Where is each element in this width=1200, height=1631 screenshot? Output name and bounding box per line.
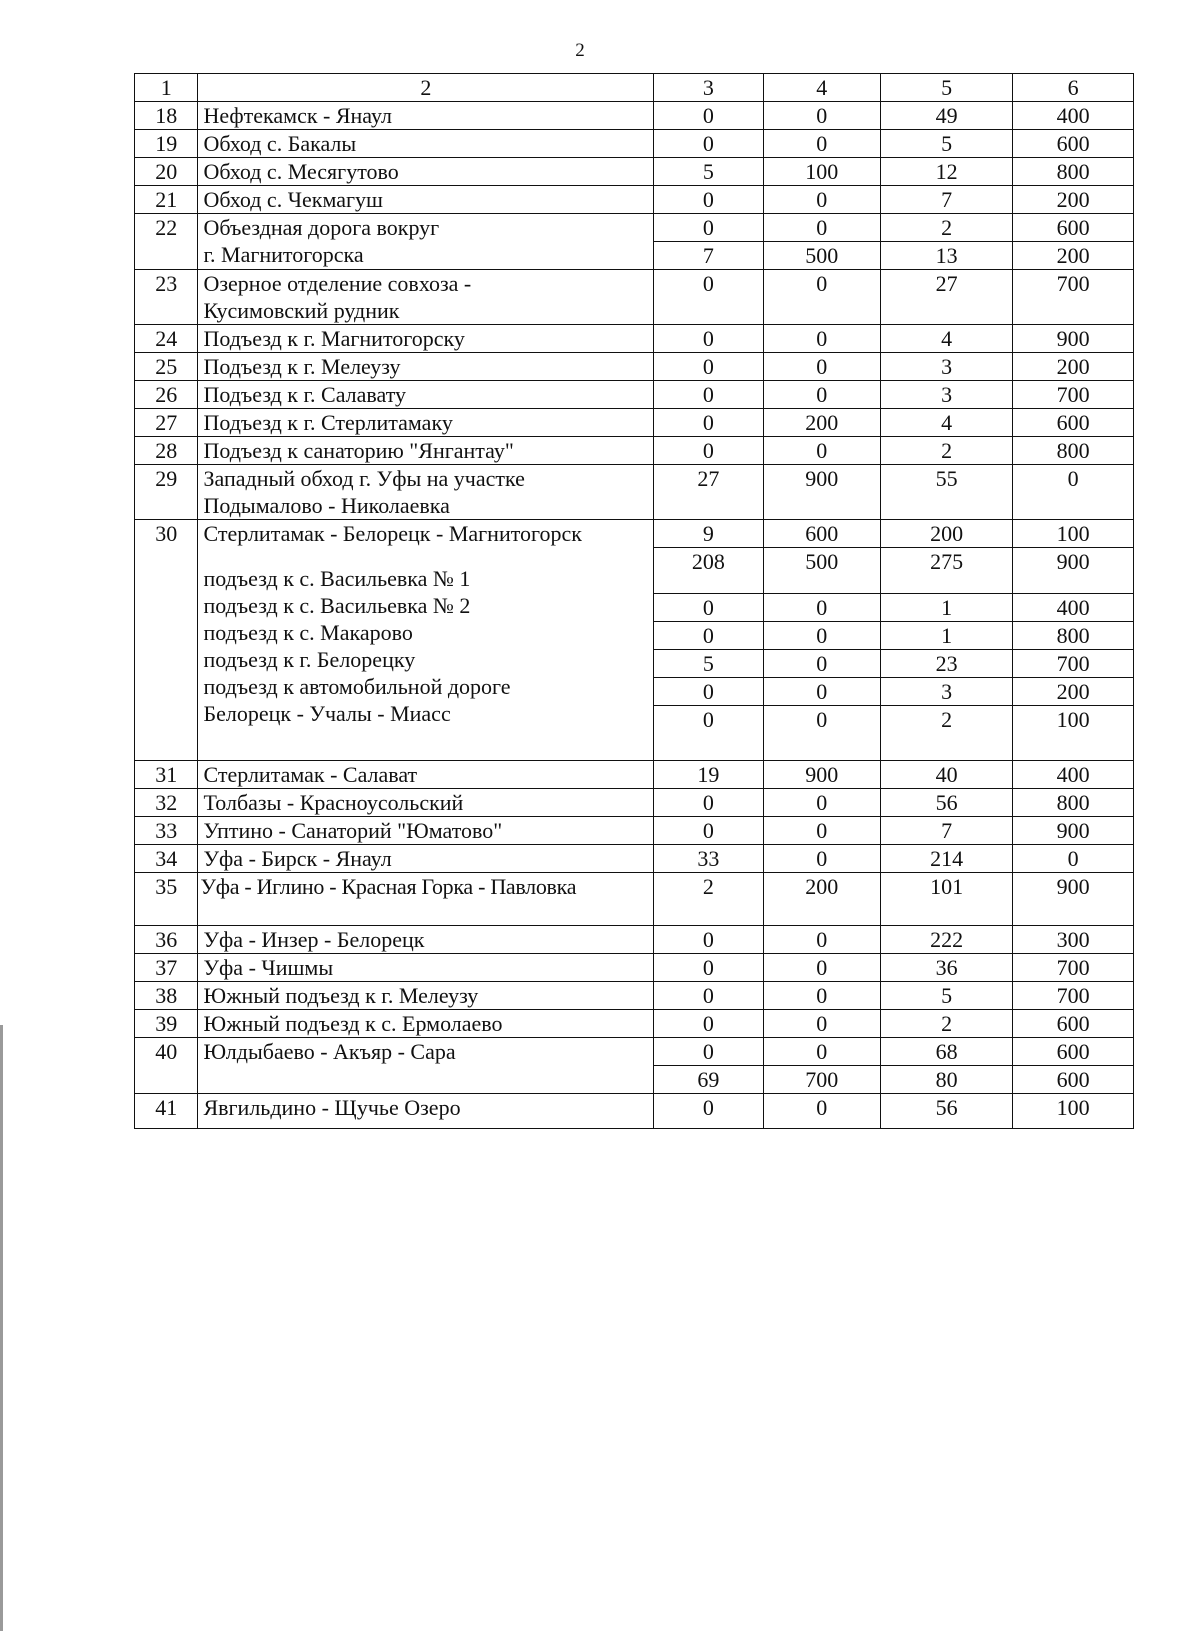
- value-cell: 0: [654, 622, 763, 650]
- table-row: [135, 102, 1134, 130]
- value-cell: 0: [763, 325, 881, 353]
- value-cell: 900: [1013, 873, 1134, 926]
- value-cell: 0: [763, 1038, 881, 1066]
- value-cell: 56: [881, 1094, 1013, 1129]
- table-row: [135, 381, 1134, 409]
- value-cell: 700: [1013, 381, 1134, 409]
- value-cell: 0: [654, 102, 763, 130]
- row-number: 39: [135, 1010, 198, 1038]
- row-number: 34: [135, 845, 198, 873]
- value-cell: 0: [1013, 845, 1134, 873]
- value-cell: 3: [881, 353, 1013, 381]
- road-name-cell: [198, 214, 654, 270]
- value-cell: 800: [1013, 789, 1134, 817]
- row-number: 40: [135, 1038, 198, 1094]
- value-cell: 1: [881, 594, 1013, 622]
- value-cell: 23: [881, 650, 1013, 678]
- value-cell: 49: [881, 102, 1013, 130]
- value-cell: 700: [1013, 982, 1134, 1010]
- value-cell: 0: [763, 678, 881, 706]
- value-cell: 0: [1013, 465, 1134, 520]
- value-cell: 0: [654, 594, 763, 622]
- value-cell: 600: [1013, 1010, 1134, 1038]
- table-row: [135, 817, 1134, 845]
- value-cell: 400: [1013, 594, 1134, 622]
- column-header: 5: [881, 74, 1013, 102]
- value-cell: 3: [881, 381, 1013, 409]
- table-row: [135, 409, 1134, 437]
- value-cell: 27: [654, 465, 763, 520]
- value-cell: 9: [654, 520, 763, 548]
- value-cell: 700: [1013, 954, 1134, 982]
- value-cell: 0: [763, 845, 881, 873]
- value-cell: 5: [881, 130, 1013, 158]
- value-cell: 0: [654, 186, 763, 214]
- value-cell: 0: [763, 817, 881, 845]
- table-row: [135, 158, 1134, 186]
- value-cell: 100: [763, 158, 881, 186]
- road-name-continued: Кусимовский рудник: [203, 298, 400, 323]
- row-number: 22: [135, 214, 198, 270]
- value-cell: 0: [654, 1094, 763, 1129]
- value-cell: 222: [881, 926, 1013, 954]
- row-number: 33: [135, 817, 198, 845]
- road-name: Южный подъезд к г. Мелеузу: [198, 982, 654, 1010]
- value-cell: 500: [763, 548, 881, 594]
- sub-road-name-continued: Белорецк - Учалы - Миасс: [203, 701, 451, 726]
- table-row: [135, 982, 1134, 1010]
- road-name: Уфа - Инзер - Белорецк: [198, 926, 654, 954]
- value-cell: 200: [1013, 678, 1134, 706]
- scan-edge: [0, 1025, 3, 1631]
- value-cell: 2: [881, 214, 1013, 242]
- value-cell: 13: [881, 242, 1013, 270]
- value-cell: 0: [654, 353, 763, 381]
- road-name-cell: [198, 465, 654, 520]
- table-row: [135, 325, 1134, 353]
- value-cell: 700: [763, 1066, 881, 1094]
- value-cell: 7: [881, 186, 1013, 214]
- value-cell: 2: [881, 706, 1013, 761]
- value-cell: 200: [881, 520, 1013, 548]
- row-number: 18: [135, 102, 198, 130]
- road-name-continued: Подымалово - Николаевка: [203, 493, 450, 518]
- road-name: Обход с. Бакалы: [198, 130, 654, 158]
- row-number: 25: [135, 353, 198, 381]
- road-name: Стерлитамак - Белорецк - Магнитогорск: [203, 521, 582, 546]
- column-header: 1: [135, 74, 198, 102]
- table-row: [135, 130, 1134, 158]
- value-cell: 0: [763, 130, 881, 158]
- sub-road-name: подъезд к с. Макарово: [203, 620, 413, 645]
- value-cell: 33: [654, 845, 763, 873]
- road-name: Объездная дорога вокруг: [203, 215, 440, 240]
- value-cell: 0: [763, 982, 881, 1010]
- value-cell: 0: [654, 437, 763, 465]
- row-number: 28: [135, 437, 198, 465]
- value-cell: 100: [1013, 706, 1134, 761]
- value-cell: 68: [881, 1038, 1013, 1066]
- table-row: [135, 1094, 1134, 1129]
- road-name: Озерное отделение совхоза -: [203, 271, 472, 296]
- value-cell: 36: [881, 954, 1013, 982]
- road-name: Толбазы - Красноусольский: [198, 789, 654, 817]
- table-row: [135, 186, 1134, 214]
- road-name: Уфа - Иглино - Красная Горка - Павловка: [198, 873, 654, 926]
- value-cell: 800: [1013, 158, 1134, 186]
- value-cell: 0: [654, 982, 763, 1010]
- value-cell: 0: [763, 381, 881, 409]
- value-cell: 56: [881, 789, 1013, 817]
- table-row: [135, 761, 1134, 789]
- value-cell: 19: [654, 761, 763, 789]
- value-cell: 2: [654, 873, 763, 926]
- value-cell: 800: [1013, 622, 1134, 650]
- road-name: Подъезд к г. Салавату: [198, 381, 654, 409]
- table-row: [135, 214, 1134, 242]
- value-cell: 300: [1013, 926, 1134, 954]
- road-name: Западный обход г. Уфы на участке: [203, 466, 525, 491]
- value-cell: 0: [763, 650, 881, 678]
- value-cell: 0: [763, 186, 881, 214]
- row-number: 21: [135, 186, 198, 214]
- row-number: 37: [135, 954, 198, 982]
- column-header: 2: [198, 74, 654, 102]
- value-cell: 5: [654, 650, 763, 678]
- value-cell: 0: [654, 325, 763, 353]
- value-cell: 3: [881, 678, 1013, 706]
- row-number: 35: [135, 873, 198, 926]
- row-number: 41: [135, 1094, 198, 1129]
- road-name: Подъезд к г. Стерлитамаку: [198, 409, 654, 437]
- column-header: 3: [654, 74, 763, 102]
- row-number: 29: [135, 465, 198, 520]
- road-name-continued: г. Магнитогорска: [203, 242, 364, 267]
- value-cell: 700: [1013, 650, 1134, 678]
- value-cell: 0: [763, 789, 881, 817]
- value-cell: 400: [1013, 102, 1134, 130]
- value-cell: 0: [654, 706, 763, 761]
- road-name: Подъезд к г. Магнитогорску: [198, 325, 654, 353]
- value-cell: 0: [654, 926, 763, 954]
- value-cell: 100: [1013, 520, 1134, 548]
- row-number: 36: [135, 926, 198, 954]
- value-cell: 1: [881, 622, 1013, 650]
- value-cell: 0: [763, 926, 881, 954]
- value-cell: 0: [654, 1038, 763, 1066]
- value-cell: 600: [1013, 1038, 1134, 1066]
- table-row: [135, 465, 1134, 520]
- value-cell: 40: [881, 761, 1013, 789]
- value-cell: 0: [763, 214, 881, 242]
- value-cell: 0: [763, 102, 881, 130]
- value-cell: 0: [654, 954, 763, 982]
- value-cell: 4: [881, 325, 1013, 353]
- value-cell: 12: [881, 158, 1013, 186]
- value-cell: 0: [763, 706, 881, 761]
- road-name: Юлдыбаево - Акъяр - Сара: [198, 1038, 654, 1094]
- value-cell: 400: [1013, 761, 1134, 789]
- value-cell: 0: [654, 381, 763, 409]
- row-number: 30: [135, 520, 198, 761]
- road-name: Подъезд к г. Мелеузу: [198, 353, 654, 381]
- value-cell: 2: [881, 437, 1013, 465]
- value-cell: 0: [763, 954, 881, 982]
- value-cell: 5: [654, 158, 763, 186]
- table-row: [135, 270, 1134, 325]
- road-name: Обход с. Чекмагуш: [198, 186, 654, 214]
- road-name: Нефтекамск - Янаул: [198, 102, 654, 130]
- column-header: 4: [763, 74, 881, 102]
- value-cell: 0: [763, 1094, 881, 1129]
- table-row: [135, 353, 1134, 381]
- value-cell: 0: [763, 594, 881, 622]
- value-cell: 0: [654, 1010, 763, 1038]
- value-cell: 200: [763, 873, 881, 926]
- road-name: Уптино - Санаторий "Юматово": [198, 817, 654, 845]
- value-cell: 0: [654, 789, 763, 817]
- value-cell: 0: [654, 130, 763, 158]
- value-cell: 200: [1013, 353, 1134, 381]
- value-cell: 7: [654, 242, 763, 270]
- value-cell: 200: [1013, 242, 1134, 270]
- road-name: Уфа - Чишмы: [198, 954, 654, 982]
- row-number: 27: [135, 409, 198, 437]
- value-cell: 100: [1013, 1094, 1134, 1129]
- value-cell: 0: [763, 437, 881, 465]
- value-cell: 80: [881, 1066, 1013, 1094]
- table-row: [135, 520, 1134, 548]
- header-row: [135, 74, 1134, 102]
- row-number: 23: [135, 270, 198, 325]
- value-cell: 900: [1013, 548, 1134, 594]
- value-cell: 800: [1013, 437, 1134, 465]
- value-cell: 600: [1013, 214, 1134, 242]
- road-table: [134, 73, 1134, 1129]
- sub-road-name: подъезд к с. Васильевка № 1: [203, 566, 471, 591]
- row-number: 31: [135, 761, 198, 789]
- value-cell: 0: [763, 622, 881, 650]
- table-row: [135, 789, 1134, 817]
- value-cell: 0: [654, 817, 763, 845]
- value-cell: 0: [763, 353, 881, 381]
- sub-road-name: подъезд к с. Васильевка № 2: [203, 593, 471, 618]
- value-cell: 600: [763, 520, 881, 548]
- value-cell: 208: [654, 548, 763, 594]
- value-cell: 275: [881, 548, 1013, 594]
- road-name: Обход с. Месягутово: [198, 158, 654, 186]
- road-name-cell: [198, 270, 654, 325]
- road-name: Стерлитамак - Салават: [198, 761, 654, 789]
- value-cell: 200: [763, 409, 881, 437]
- value-cell: 0: [654, 270, 763, 325]
- sub-road-name: подъезд к автомобильной дороге: [203, 674, 511, 699]
- value-cell: 700: [1013, 270, 1134, 325]
- road-name: Подъезд к санаторию "Янгантау": [198, 437, 654, 465]
- road-name: Южный подъезд к с. Ермолаево: [198, 1010, 654, 1038]
- road-name: Уфа - Бирск - Янаул: [198, 845, 654, 873]
- value-cell: 2: [881, 1010, 1013, 1038]
- table-row: [135, 845, 1134, 873]
- spacer: [203, 547, 649, 565]
- value-cell: 0: [763, 270, 881, 325]
- value-cell: 900: [1013, 817, 1134, 845]
- value-cell: 900: [763, 465, 881, 520]
- row-number: 19: [135, 130, 198, 158]
- row-number: 38: [135, 982, 198, 1010]
- page-number: 2: [575, 40, 585, 61]
- table-row: [135, 1010, 1134, 1038]
- value-cell: 69: [654, 1066, 763, 1094]
- road-name-cell: [198, 520, 654, 761]
- row-number: 24: [135, 325, 198, 353]
- value-cell: 7: [881, 817, 1013, 845]
- value-cell: 500: [763, 242, 881, 270]
- table-row: [135, 873, 1134, 926]
- value-cell: 900: [1013, 325, 1134, 353]
- table-row: [135, 926, 1134, 954]
- value-cell: 214: [881, 845, 1013, 873]
- value-cell: 0: [654, 214, 763, 242]
- table-row: [135, 954, 1134, 982]
- value-cell: 0: [654, 409, 763, 437]
- row-number: 20: [135, 158, 198, 186]
- value-cell: 200: [1013, 186, 1134, 214]
- value-cell: 0: [654, 678, 763, 706]
- column-header: 6: [1013, 74, 1134, 102]
- value-cell: 600: [1013, 409, 1134, 437]
- value-cell: 5: [881, 982, 1013, 1010]
- value-cell: 55: [881, 465, 1013, 520]
- road-name: Явгильдино - Щучье Озеро: [198, 1094, 654, 1129]
- value-cell: 600: [1013, 1066, 1134, 1094]
- row-number: 26: [135, 381, 198, 409]
- row-number: 32: [135, 789, 198, 817]
- value-cell: 600: [1013, 130, 1134, 158]
- table-row: [135, 437, 1134, 465]
- value-cell: 101: [881, 873, 1013, 926]
- table-row: [135, 1038, 1134, 1066]
- value-cell: 4: [881, 409, 1013, 437]
- sub-road-name: подъезд к г. Белорецку: [203, 647, 416, 672]
- value-cell: 27: [881, 270, 1013, 325]
- value-cell: 0: [763, 1010, 881, 1038]
- value-cell: 900: [763, 761, 881, 789]
